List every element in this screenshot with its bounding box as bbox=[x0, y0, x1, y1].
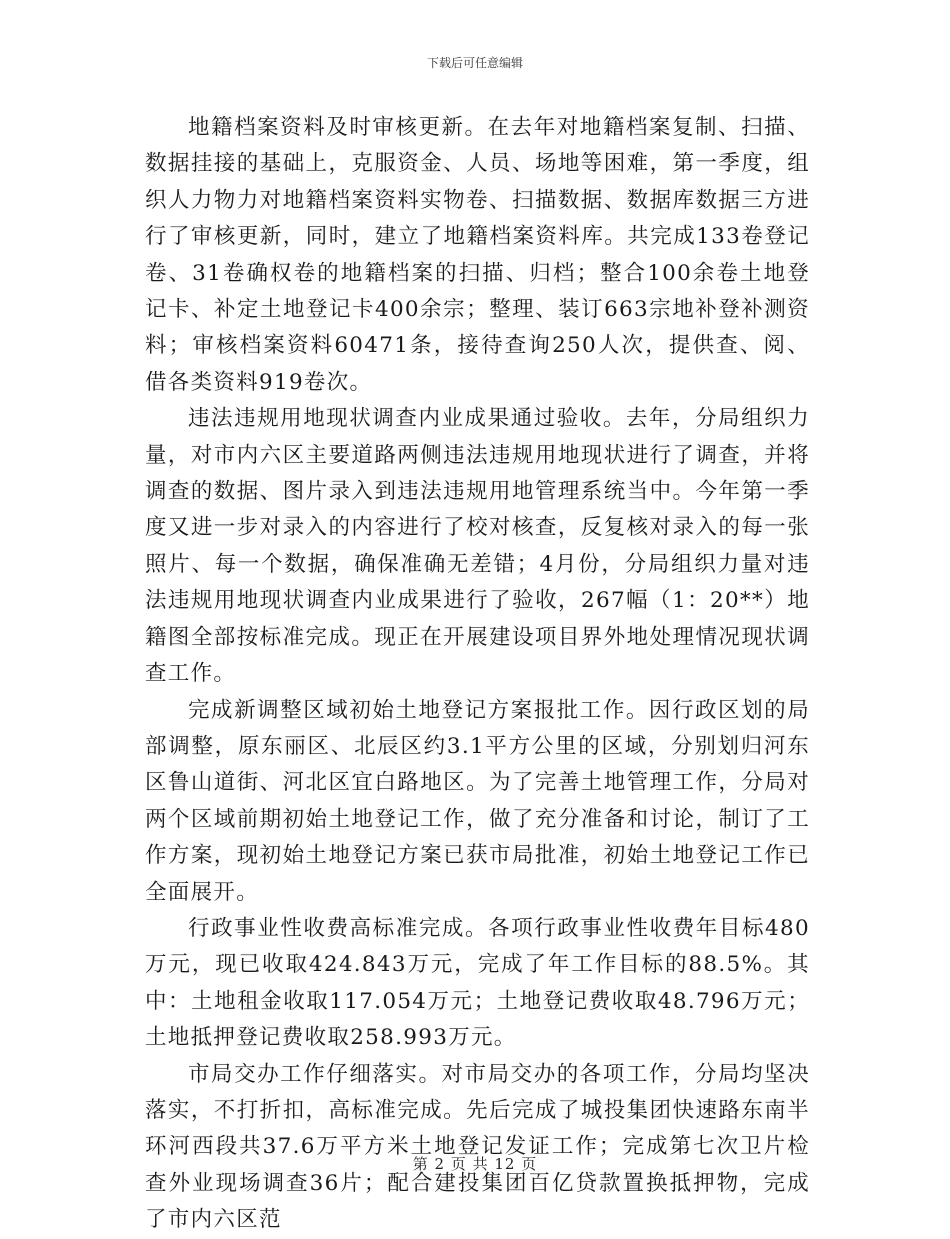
paragraph-administrative-fees: 行政事业性收费高标准完成。各项行政事业性收费年目标480万元，现已收取424.843万元，完成了年工作目标的88.5%。其中：土地租金收取117.054万元；土地登记费收取48.796万元；土地抵押登记费收取258.993万元。 bbox=[145, 915, 810, 1051]
document-body bbox=[145, 110, 810, 1239]
paragraph-cadastral-archives: 地籍档案资料及时审核更新。在去年对地籍档案复制、扫描、数据挂接的基础上，克服资金、人员、场地等困难，第一季度，组织人力物力对地籍档案资料实物卷、扫描数据、数据库数据三方进行了审核更新，同时，建立了地籍档案资料库。共完成133卷登记卷、31卷确权卷的地籍档案的扫描、归档；整合100余卷土地登记卡、补定土地登记卡400余宗；整理、装订663宗地补登补测资料；审核档案资料60471条，接待查询250人次，提供查、阅、借各类资料919卷次。 bbox=[145, 115, 810, 395]
page-footer: 第 2 页 共 12 页 bbox=[412, 1155, 538, 1173]
page-header: 下载后可任意编辑 bbox=[426, 56, 523, 70]
paragraph-illegal-land-survey: 违法违规用地现状调查内业成果通过验收。去年，分局组织力量，对市内六区主要道路两侧违法违规用地现状进行了调查，并将调查的数据、图片录入到违法违规用地管理系统当中。今年第一季度又进一步对录入的内容进行了校对核查，反复核对录入的每一张照片、每一个数据，确保准确无差错；4月份，分局组织力量对违法违规用地现状调查内业成果进行了验收，267幅（1：20**）地籍图全部按标准完成。现正在开展建设项目界外地处理情况现状调查工作。 bbox=[145, 406, 810, 687]
paragraph-assigned-tasks: 市局交办工作仔细落实。对市局交办的各项工作，分局均坚决落实，不打折扣，高标准完成。先后完成了城投集团快速路东南半环河西段共37.6万平方米土地登记发证工作；完成第七次卫片检查外业现场调查36片；配合建投集团百亿贷款置换抵押物，完成了市内六区范 bbox=[145, 1061, 810, 1233]
paragraph-initial-land-registration: 完成新调整区域初始土地登记方案报批工作。因行政区划的局部调整，原东丽区、北辰区约3.1平方公里的区域，分别划归河东区鲁山道街、河北区宜白路地区。为了完善土地管理工作，分局对两个区域前期初始土地登记工作，做了充分准备和讨论，制订了工作方案，现初始土地登记方案已获市局批准，初始土地登记工作已全面展开。 bbox=[145, 697, 810, 905]
